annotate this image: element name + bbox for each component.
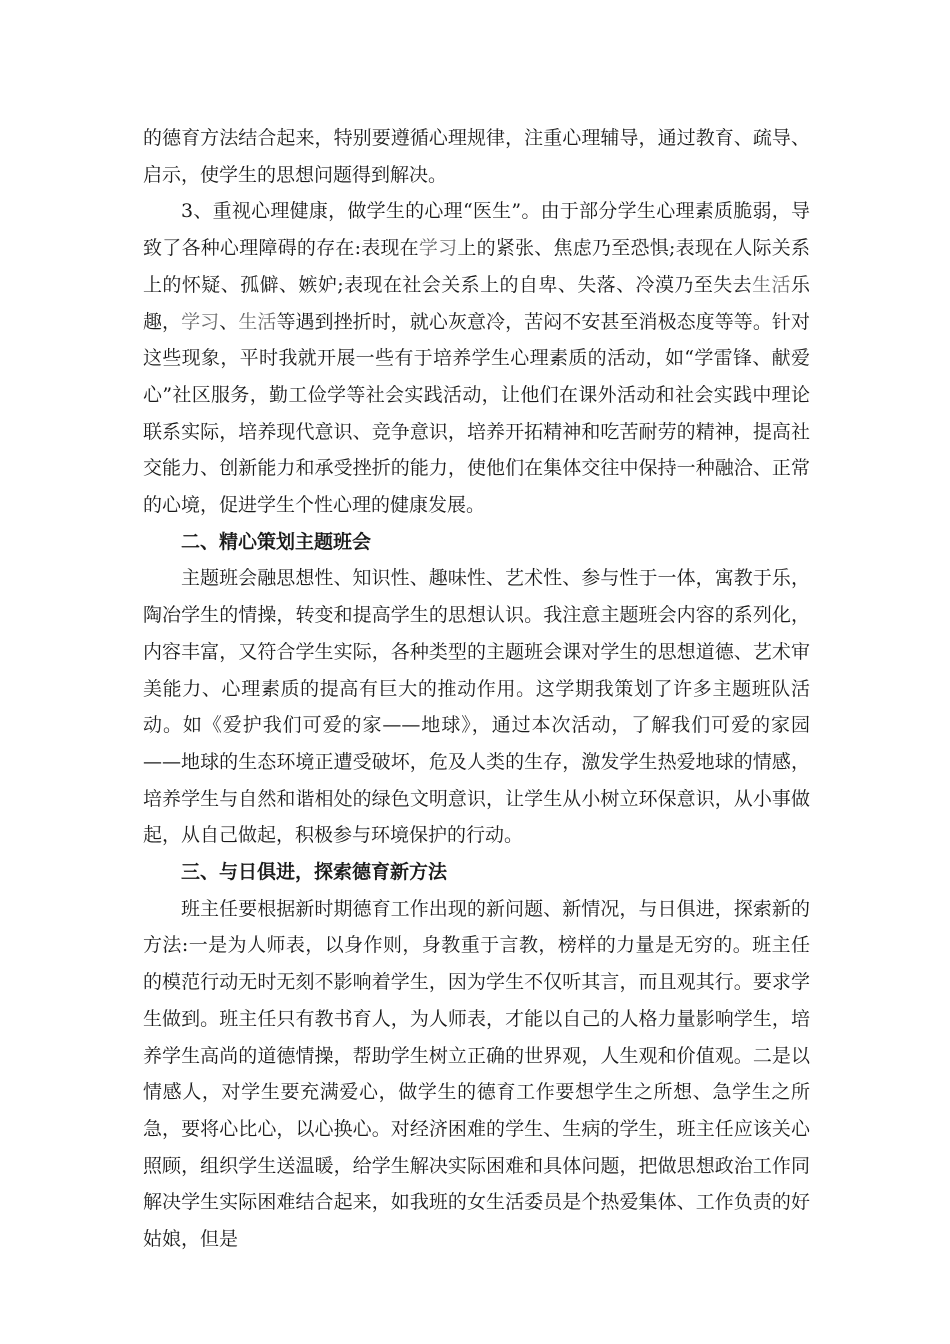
paragraph-text: 上的紧张、焦虑乃至恐惧;表现在人际关系上的怀疑、孤僻、嫉妒;表现在社会关系上的自卑、失落、冷漠乃至失去 bbox=[143, 237, 810, 296]
section-heading-3 bbox=[143, 854, 810, 891]
paragraph-theme-meeting bbox=[143, 560, 810, 854]
paragraph-text: 等遇到挫折时，就心灰意冷，苦闷不安甚至消极态度等等。针对这些现象，平时我就开展一些有于培养学生心理素质的活动，如“学雷锋、献爱心”社区服务，勤工俭学等社会实践活动，让他们在课外活动和社会实践中理论联系实际，培养现代意识、竞争意识，培养开拓精神和吃苦耐劳的精神，提高社交能力、创新能力和承受挫折的能力，使他们在集体交往中保持一种融洽、正常的心境，促进学生个性心理的健康发展。 bbox=[143, 310, 810, 517]
keyword-link[interactable]: 学习 bbox=[418, 237, 458, 260]
keyword-link[interactable]: 生活 bbox=[238, 310, 277, 333]
document-body bbox=[143, 120, 810, 1258]
paragraph-new-methods bbox=[143, 891, 810, 1258]
paragraph-text: 主题班会融思想性、知识性、趣味性、艺术性、参与性于一体，寓教于乐，陶冶学生的情操，转变和提高学生的思想认识。我注意主题班会内容的系列化，内容丰富，又符合学生实际，各种类型的主题班会课对学生的思想道德、艺术审美能力、心理素质的提高有巨大的推动作用。这学期我策划了许多主题班队活动。如《爱护我们可爱的家——地球》，通过本次活动，了解我们可爱的家园——地球的生态环境正遭受破坏，危及人类的生存，激发学生热爱地球的情感，培养学生与自然和谐相处的绿色文明意识，让学生从小树立环保意识，从小事做起，从自己做起，积极参与环境保护的行动。 bbox=[143, 567, 810, 847]
keyword-link[interactable]: 生活 bbox=[752, 273, 791, 296]
paragraph-text: 3、重视心理健康，做学生的心理“医生”。由于部分学生心理素质脆弱，导致了各种心理障碍的存在:表现在 bbox=[143, 200, 810, 260]
paragraph-text: 乐趣， bbox=[143, 273, 810, 333]
paragraph-text: 班主任要根据新时期德育工作出现的新问题、新情况，与日俱进，探索新的方法:一是为人师表，以身作则，身教重于言教，榜样的力量是无穷的。班主任的模范行动无时无刻不影响着学生，因为学生不仅听其言，而且观其行。要求学生做到。班主任只有教书育人，为人师表，才能以自己的人格力量影响学生，培养学生高尚的道德情操，帮助学生树立正确的世界观，人生观和价值观。二是以情感人，对学生要充满爱心，做学生的德育工作要想学生之所想、急学生之所急，要将心比心，以心换心。对经济困难的学生、生病的学生，班主任应该关心照顾，组织学生送温暖，给学生解决实际困难和具体问题，把做思想政治工作同解决学生实际困难结合起来，如我班的女生活委员是个热爱集体、工作负责的好姑娘，但是 bbox=[143, 897, 810, 1251]
section-heading-2 bbox=[143, 524, 810, 561]
paragraph-mental-health bbox=[143, 193, 810, 523]
heading-text: 二、精心策划主题班会 bbox=[181, 530, 372, 553]
keyword-link[interactable]: 学习 bbox=[181, 310, 220, 333]
paragraph-text: 、 bbox=[219, 310, 239, 333]
paragraph-continuation bbox=[143, 120, 810, 193]
heading-text: 三、与日俱进，探索德育新方法 bbox=[181, 861, 448, 884]
paragraph-text: 的德育方法结合起来，特别要遵循心理规律，注重心理辅导，通过教育、疏导、启示，使学生的思想问题得到解决。 bbox=[143, 127, 810, 186]
